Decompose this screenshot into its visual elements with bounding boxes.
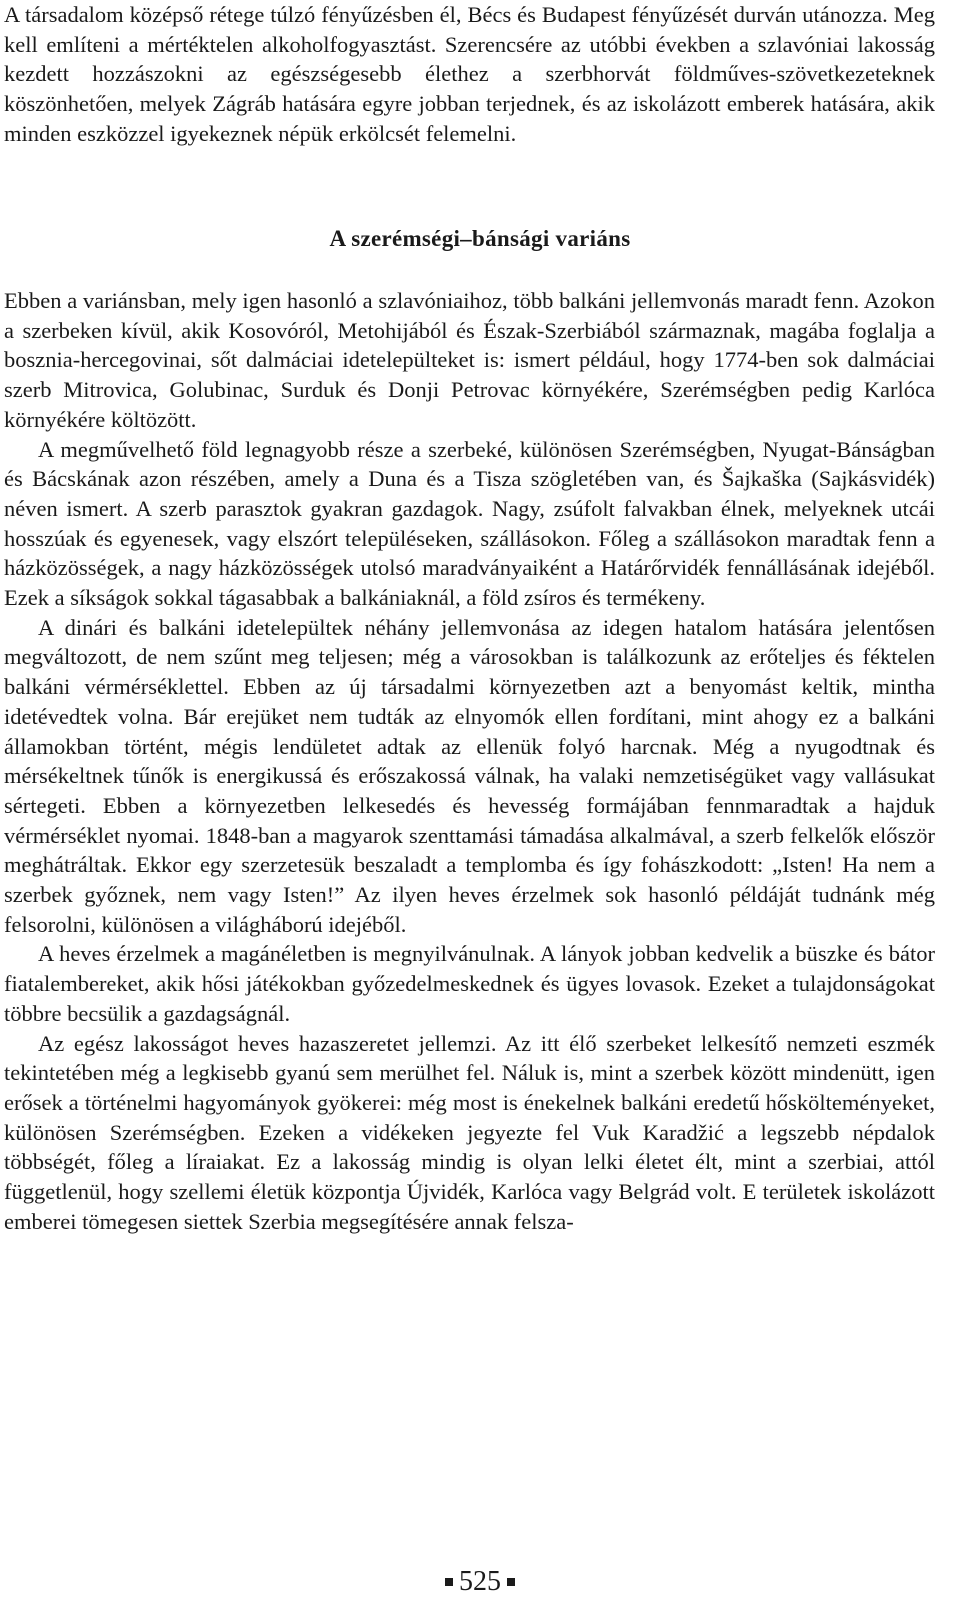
paragraph: A heves érzelmek a magánéletben is megnyilvánulnak. A lányok jobban kedvelik a büszke és bátor fiatalembereket, akik hősi játékokban győzedelmeskednek és ügyes lovasok. Ezeket a tulajdonságokat többre becsülik a gazdagságnál. (4, 941, 935, 1026)
continued-text-block (4, 0, 935, 149)
square-bullet-icon (507, 1578, 515, 1586)
section-body (4, 286, 935, 1237)
paragraph: Az egész lakosságot heves hazaszeretet jellemzi. Az itt élő szerbeket lelkesítő nemzeti eszmék tekintetében még a legkisebb gyanú sem merülhet fel. Náluk is, mint a szerbek között mindenütt, igen erősek a történelmi hagyományok gyökerei: még most is énekelnek balkáni eredetű hőskölteményeket, különösen Szerémségben. Ezeken a vidékeken jegyezte fel Vuk Karadžić a legszebb népdalok többségét, főleg a líraiakat. Ez a lakosság mindig is olyan lelki életet élt, mint a szerbiai, attól függetlenül, hogy szellemi életük központja Újvidék, Karlóca vagy Belgrád volt. E területek iskolázott emberei tömegesen siettek Szerbia megsegítésére annak felsza- (4, 1030, 935, 1234)
paragraph-continued: A társadalom középső rétege túlzó fényűzésben él, Bécs és Budapest fényűzését durván utánozza. Meg kell említeni a mértéktelen alkoholfogyasztást. Szerencsére az utóbbi években a szlavóniai lakosság kezdett hozzászokni az egészségesebb élethez a szerbhorvát földműves-szövetkezeteknek köszönhetően, melyek Zágráb hatására egyre jobban terjednek, és az iskolázott emberek hatására, akik minden eszközzel igyekeznek népük erkölcsét felemelni. (4, 2, 935, 146)
paragraph: A dinári és balkáni idetelepültek néhány jellemvonása az idegen hatalom hatására jelentősen megváltozott, de nem szűnt meg teljesen; még a városokban is találkozunk az erőteljes és féktelen balkáni vérmérséklettel. Ebben az új társadalmi környezetben azt a benyomást keltik, mintha idetévedtek volna. Bár erejüket nem tudták az elnyomók ellen fordítani, mint ahogy ez a balkáni államokban történt, mégis lendületet adtak az ellenük folyó harcnak. Még a nyugodtnak és mérsékeltnek tűnők is energikussá és erőszakossá válnak, ha valaki nemzetiségüket vagy vallásukat sértegeti. Ebben a környezetben lelkesedés és hevesség formájában fennmaradtak a hajduk vérmérséklet nyomai. 1848-ban a magyarok szenttamási támadása alkalmával, a szerb felkelők először meghátráltak. Ekkor egy szerzetesük beszaladt a templomba és így fohászkodott: „Isten! Ha nem a szerbek győznek, nem vagy Isten!” Az ilyen heves érzelmek sok hasonló példáját tudnánk még felsorolni, különösen a világháború idejéből. (4, 614, 935, 937)
paragraph: Ebben a variánsban, mely igen hasonló a szlavóniaihoz, több balkáni jellemvonás maradt fenn. Azokon a szerbeken kívül, akik Kosovóról, Metohijából és Észak-Szerbiából származnak, magába foglalja a bosznia-hercegovinai, sőt dalmáciai idetelepülteket is: ismert például, hogy 1774-ben sok dalmáciai szerb Mitrovica, Golubinac, Surduk és Donji Petrovac környékére, Szerémségben pedig Karlóca környékére költözött. (4, 288, 935, 432)
paragraph: A megművelhető föld legnagyobb része a szerbeké, különösen Szerémségben, Nyugat-Bánságban és Bácskának azon részében, amely a Duna és a Tisza szögletében van, és Šajkaška (Sajkásvidék) néven ismert. A szerb parasztok gyakran gazdagok. Nagy, zsúfolt falvakban élnek, melyeknek utcái hosszúak és egyenesek, vagy elszórt településeken, szállásokon. Főleg a szállásokon maradtak fenn a házközösségek, a nagy házközösségek utolsó maradványaiként a Határőrvidék fennállásának idejéből. Ezek a síkságok sokkal tágasabbak a balkániaknál, a föld zsíros és termékeny. (4, 436, 935, 611)
square-bullet-icon (445, 1578, 453, 1586)
section-heading: A szerémségi–bánsági variáns (329, 226, 631, 251)
page-number: 525 (459, 1566, 501, 1597)
page-footer (0, 1565, 960, 1599)
